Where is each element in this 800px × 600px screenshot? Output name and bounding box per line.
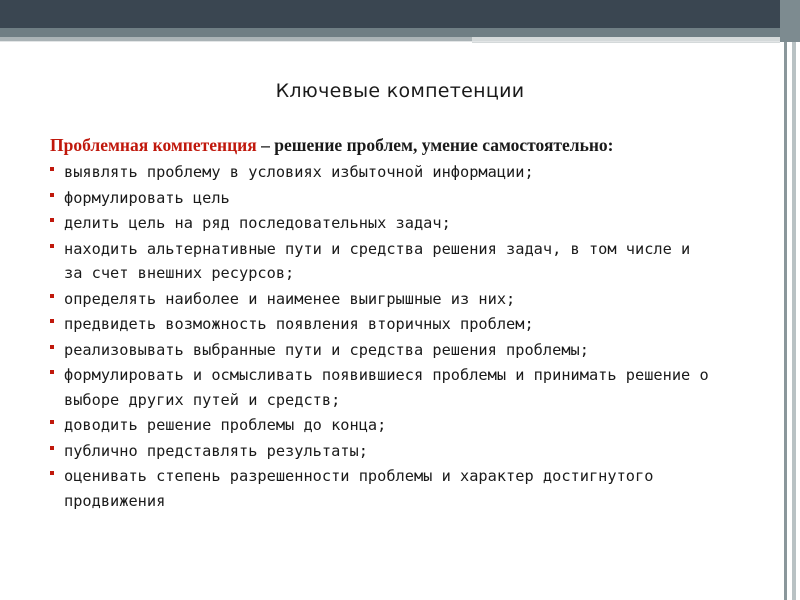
bullet-icon [50, 294, 54, 298]
list-item-text: формулировать и осмысливать появившиеся проблемы и принимать решение о выборе других путей и средств; [64, 366, 709, 409]
list-item [50, 363, 710, 412]
header-band-dark [0, 0, 780, 28]
right-strip-line [784, 42, 787, 600]
bullet-icon [50, 244, 54, 248]
intro-rest: – решение проблем, умение самостоятельно: [256, 135, 614, 155]
bullet-icon [50, 370, 54, 374]
header-band-line [0, 41, 780, 42]
right-strip-dark [780, 0, 800, 42]
list-item [50, 237, 710, 286]
list-item [50, 160, 710, 185]
list-item-text: находить альтернативные пути и средства решения задач, в том числе и за счет внешних ресурсов; [64, 239, 691, 282]
bullet-icon [50, 167, 54, 171]
bullet-icon [50, 193, 54, 197]
list-item-text: делить цель на ряд последовательных задач; [64, 214, 451, 232]
bullet-icon [50, 446, 54, 450]
list-item-text: оценивать степень разрешенности проблемы и характер достигнутого продвижения [64, 467, 654, 510]
list-item-text: доводить решение проблемы до конца; [64, 416, 387, 434]
bullet-icon [50, 345, 54, 349]
bullet-icon [50, 420, 54, 424]
list-item [50, 464, 710, 513]
list-item [50, 312, 710, 337]
list-item [50, 186, 710, 211]
list-item [50, 413, 710, 438]
intro-term: Проблемная компетенция [50, 135, 257, 155]
list-item-text: предвидеть возможность появления вторичных проблем; [64, 315, 534, 333]
slide-title: Ключевые компетенции [275, 80, 525, 102]
header-band-shadow [472, 37, 780, 43]
intro-paragraph [50, 133, 710, 158]
list-item [50, 287, 710, 312]
header-band-mid [0, 28, 780, 37]
bullet-list [50, 160, 710, 513]
list-item [50, 211, 710, 236]
bullet-icon [50, 471, 54, 475]
list-item-text: выявлять проблему в условиях избыточной информации; [64, 163, 534, 181]
bullet-icon [50, 319, 54, 323]
list-item-text: реализовывать выбранные пути и средства решения проблемы; [64, 340, 589, 359]
list-item-text: определять наиболее и наименее выигрышные из них; [64, 289, 516, 308]
list-item-text: формулировать цель [64, 188, 230, 207]
list-item [50, 439, 710, 464]
list-item [50, 338, 710, 363]
slide-content [50, 133, 710, 514]
list-item-text: публично представлять результаты; [64, 441, 368, 460]
bullet-icon [50, 218, 54, 222]
right-strip-line [792, 42, 796, 600]
